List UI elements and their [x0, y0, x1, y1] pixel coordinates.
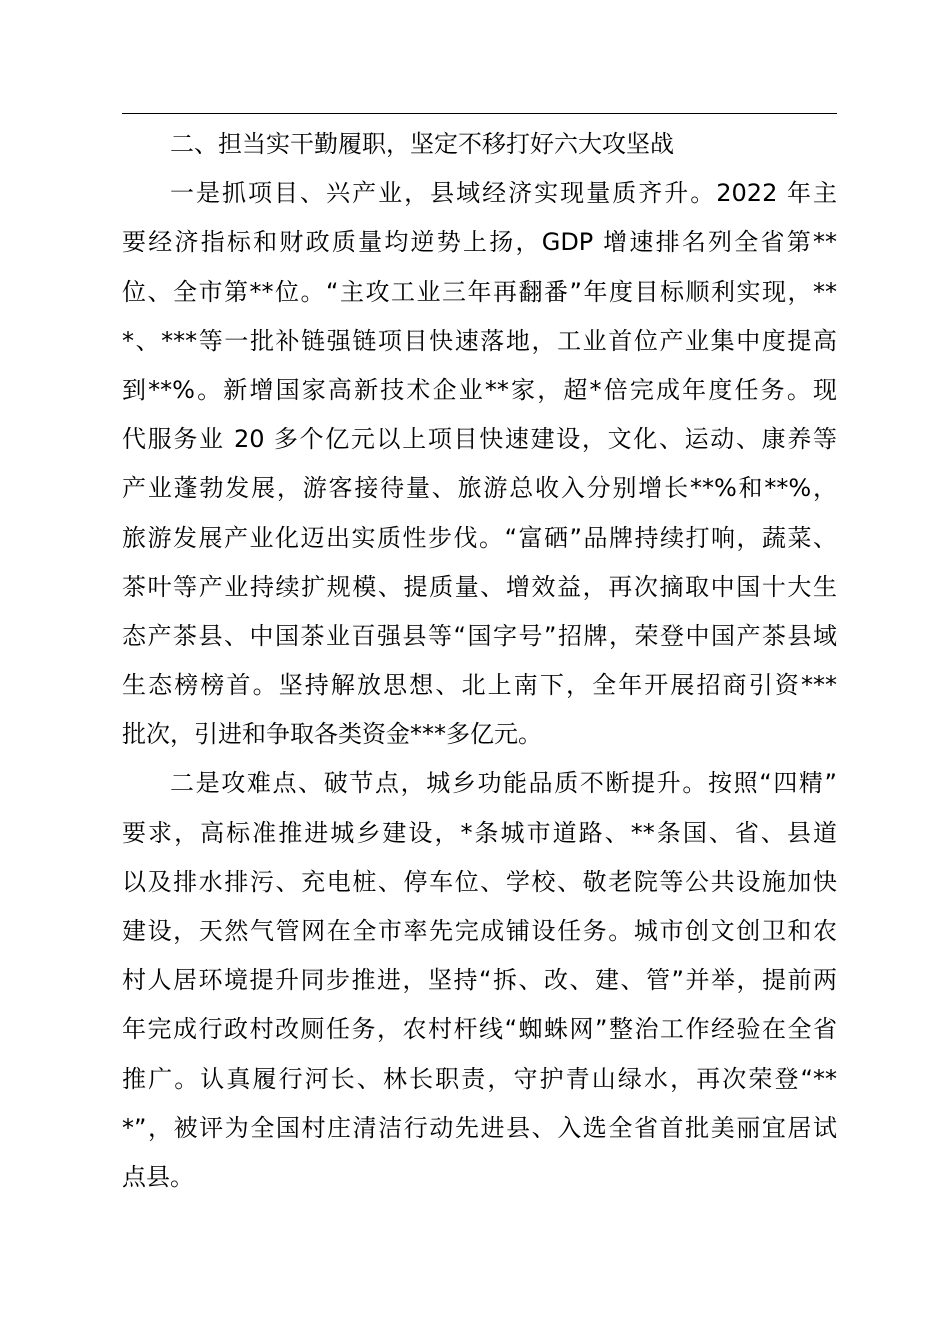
text-line: 二、担当实干勤履职，坚定不移打好六大攻坚战: [170, 130, 674, 158]
text-line: *”，被评为全国村庄清洁行动先进县、入选全省首批美丽宜居试: [122, 1113, 837, 1142]
text-line: 批次，引进和争取各类资金***多亿元。: [122, 720, 542, 749]
section-heading: [122, 120, 837, 169]
text-line: 二是攻难点、破节点，城乡功能品质不断提升。按照“四精”: [170, 769, 837, 798]
text-line: 旅游发展产业化迈出实质性步伐。“富硒”品牌持续打响，蔬菜、: [122, 523, 837, 552]
text-line: 茶叶等产业持续扩规模、提质量、增效益，再次摘取中国十大生: [122, 572, 837, 601]
text-line: 以及排水排污、充电桩、停车位、学校、敬老院等公共设施加快: [122, 867, 837, 896]
text-line: 一是抓项目、兴产业，县域经济实现量质齐升。2022 年主: [170, 179, 837, 208]
text-line: 要求，高标准推进城乡建设，*条城市道路、**条国、省、县道: [122, 818, 837, 847]
text-line: 态产茶县、中国茶业百强县等“国字号”招牌，荣登中国产茶县域: [122, 621, 837, 650]
text-line: *、***等一批补链强链项目快速落地，工业首位产业集中度提高: [122, 326, 837, 355]
text-line: 年完成行政村改厕任务，农村杆线“蜘蛛网”整治工作经验在全省: [122, 1015, 837, 1044]
text-line: 要经济指标和财政质量均逆势上扬，GDP 增速排名列全省第**: [122, 228, 837, 257]
document-body: [122, 120, 837, 1202]
header-rule: [122, 113, 837, 114]
text-line: 生态榜榜首。坚持解放思想、北上南下，全年开展招商引资***: [122, 671, 837, 700]
text-line: 代服务业 20 多个亿元以上项目快速建设，文化、运动、康养等: [122, 425, 837, 454]
text-line: 推广。认真履行河长、林长职责，守护青山绿水，再次荣登“**: [122, 1064, 837, 1093]
paragraph-project-industry: [122, 169, 837, 759]
text-line: 村人居环境提升同步推进，坚持“拆、改、建、管”并举，提前两: [122, 966, 837, 995]
text-line: 到**%。新增国家高新技术企业**家，超*倍完成年度任务。现: [122, 375, 837, 404]
paragraph-urban-rural: [122, 759, 837, 1202]
text-line: 点县。: [122, 1162, 194, 1191]
text-line: 建设，天然气管网在全市率先完成铺设任务。城市创文创卫和农: [122, 917, 837, 945]
text-line: 位、全市第**位。“主攻工业三年再翻番”年度目标顺利实现，**: [122, 277, 837, 306]
text-line: 产业蓬勃发展，游客接待量、旅游总收入分别增长**%和**%，: [122, 474, 837, 503]
